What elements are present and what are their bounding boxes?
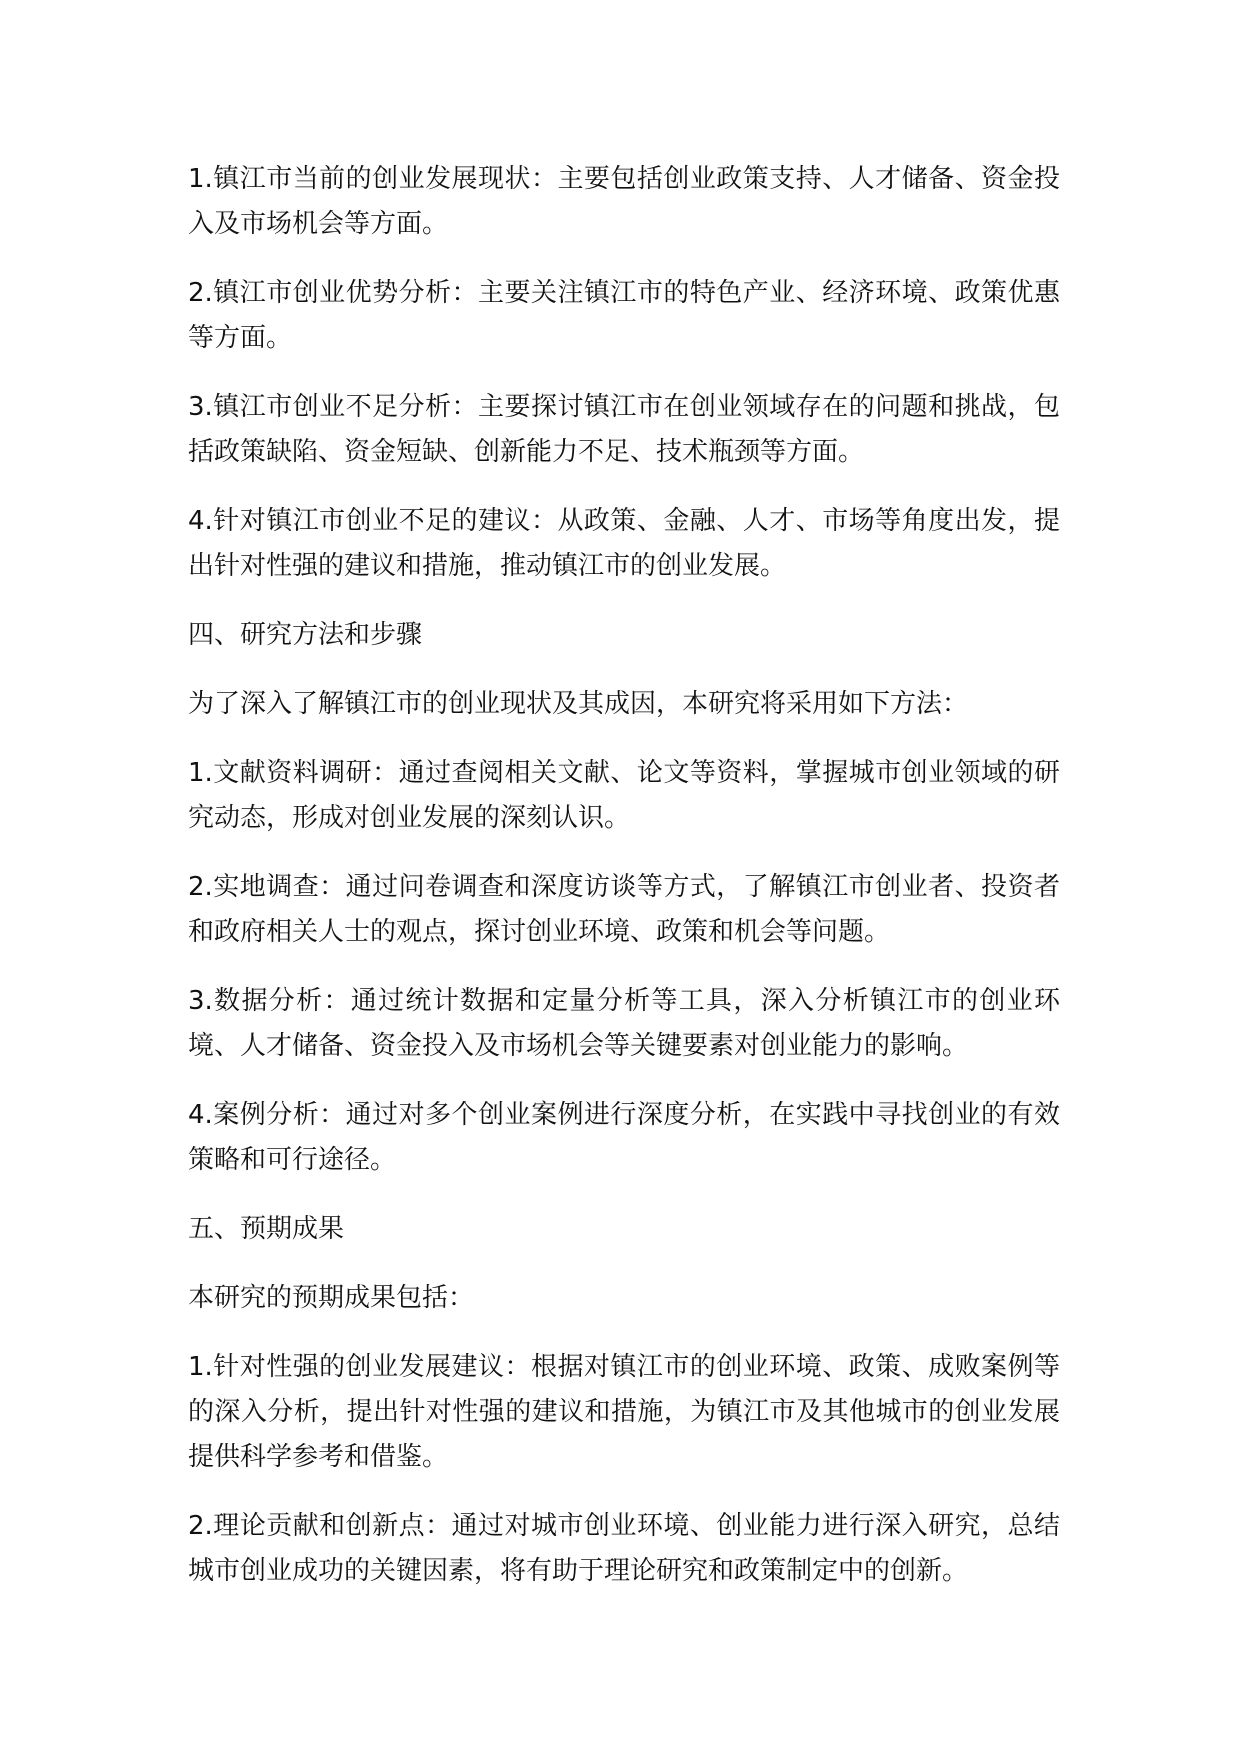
list-item-case-analysis: 4.案例分析：通过对多个创业案例进行深度分析，在实践中寻找创业的有效策略和可行途径。	[188, 1100, 1060, 1175]
list-item-suggestions: 4.针对镇江市创业不足的建议：从政策、金融、人才、市场等角度出发，提出针对性强的建议和措施，推动镇江市的创业发展。	[188, 506, 1060, 581]
list-item-shortcomings: 3.镇江市创业不足分析：主要探讨镇江市在创业领域存在的问题和挑战，包括政策缺陷、资金短缺、创新能力不足、技术瓶颈等方面。	[188, 392, 1060, 467]
list-item-development-suggestions: 1.针对性强的创业发展建议：根据对镇江市的创业环境、政策、成败案例等的深入分析，提出针对性强的建议和措施，为镇江市及其他城市的创业发展提供科学参考和借鉴。	[188, 1352, 1060, 1472]
list-item-advantages: 2.镇江市创业优势分析：主要关注镇江市的特色产业、经济环境、政策优惠等方面。	[188, 278, 1060, 353]
results-intro: 本研究的预期成果包括：	[188, 1283, 475, 1313]
list-item-current-status: 1.镇江市当前的创业发展现状：主要包括创业政策支持、人才储备、资金投入及市场机会等方面。	[188, 164, 1060, 239]
section-heading-methods: 四、研究方法和步骤	[188, 620, 423, 650]
document-page	[188, 157, 1060, 1618]
list-item-field-survey: 2.实地调查：通过问卷调查和深度访谈等方式，了解镇江市创业者、投资者和政府相关人士的观点，探讨创业环境、政策和机会等问题。	[188, 872, 1060, 947]
list-item-literature-review: 1.文献资料调研：通过查阅相关文献、论文等资料，掌握城市创业领域的研究动态，形成对创业发展的深刻认识。	[188, 758, 1060, 833]
list-item-data-analysis: 3.数据分析：通过统计数据和定量分析等工具，深入分析镇江市的创业环境、人才储备、资金投入及市场机会等关键要素对创业能力的影响。	[188, 986, 1060, 1061]
list-item-theoretical-contribution: 2.理论贡献和创新点：通过对城市创业环境、创业能力进行深入研究，总结城市创业成功的关键因素，将有助于理论研究和政策制定中的创新。	[188, 1511, 1060, 1586]
section-heading-expected-results: 五、预期成果	[188, 1214, 345, 1244]
methods-intro: 为了深入了解镇江市的创业现状及其成因，本研究将采用如下方法：	[188, 689, 969, 719]
